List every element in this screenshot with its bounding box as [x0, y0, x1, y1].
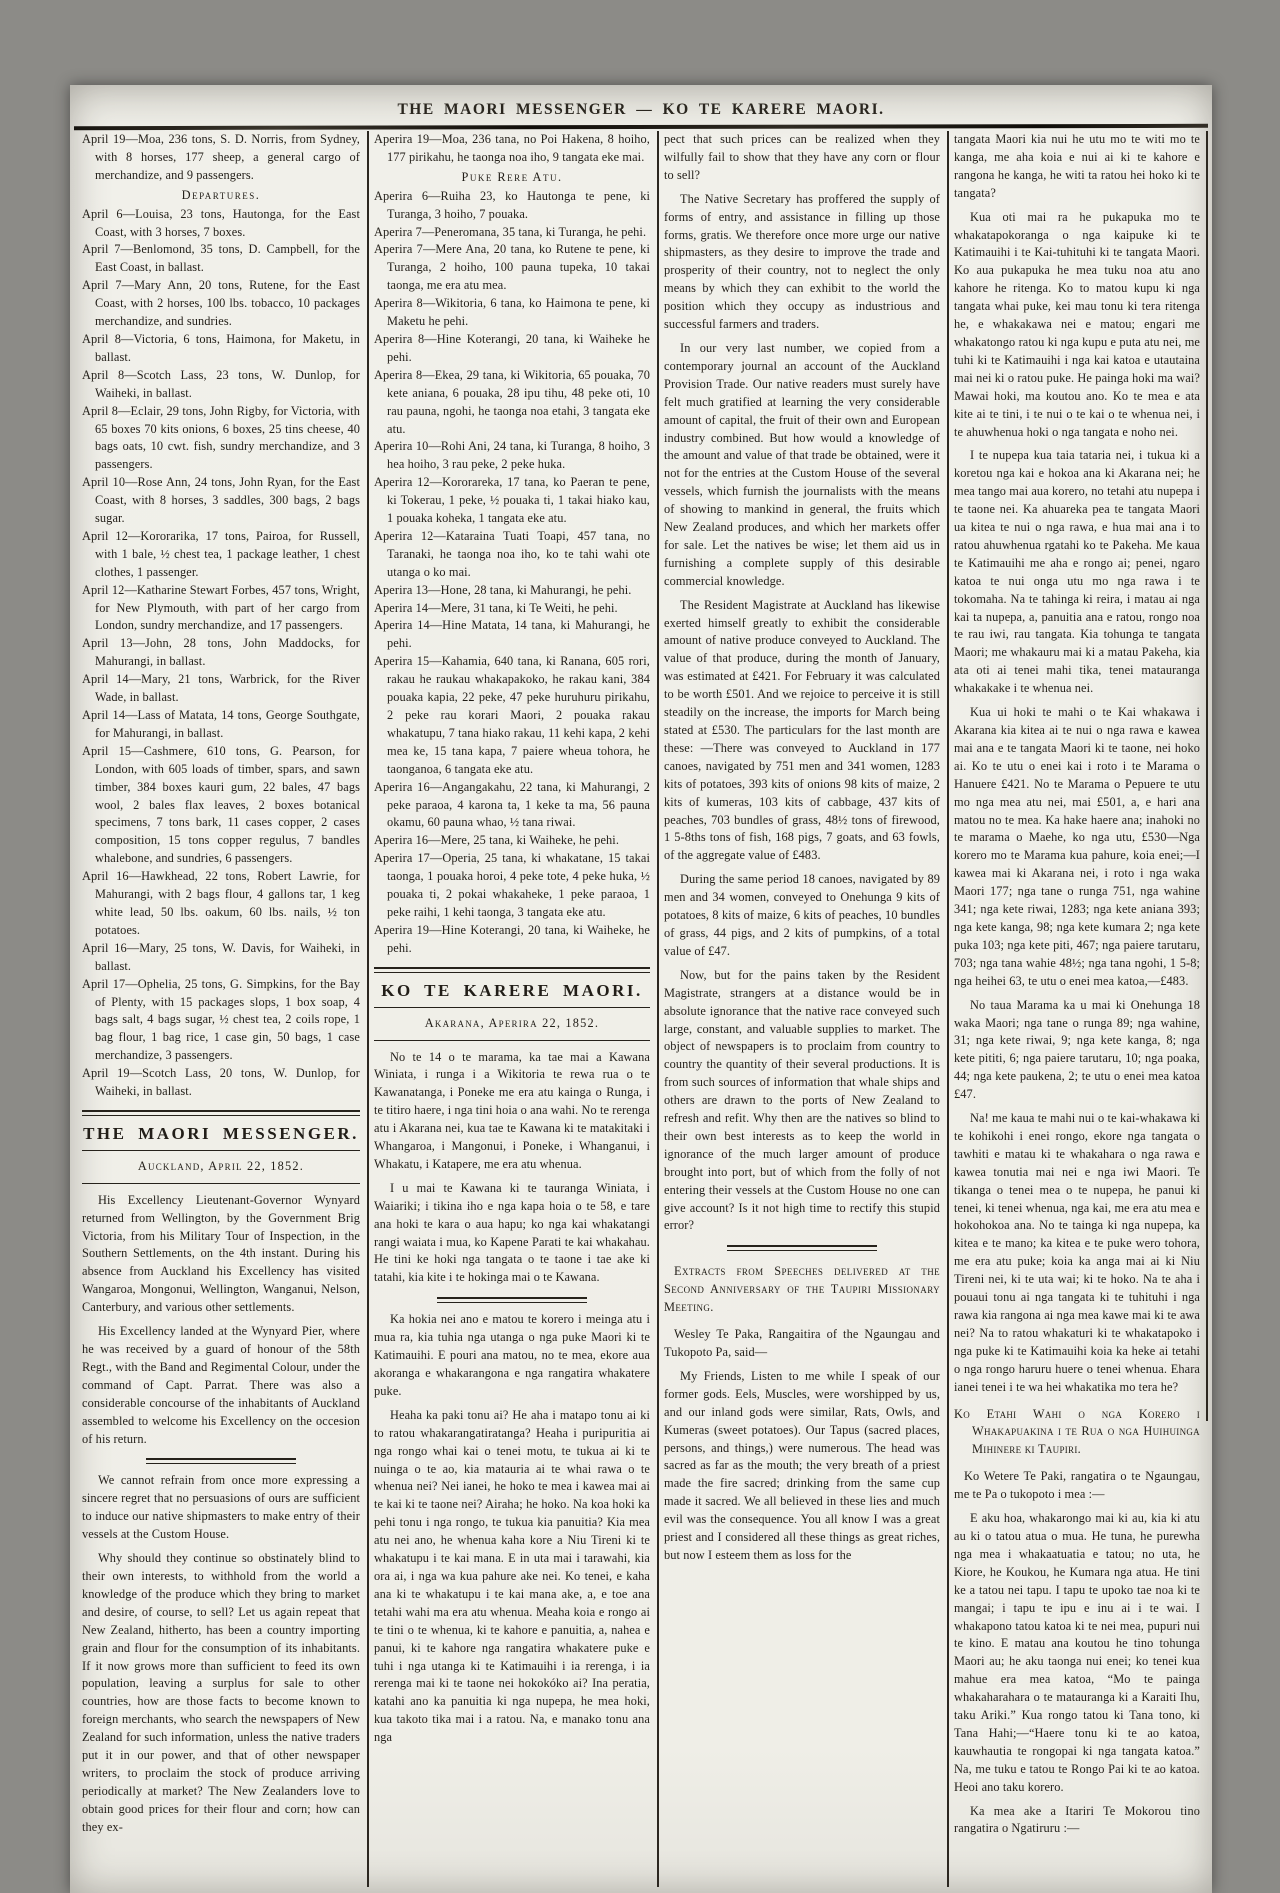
ship-entry: Aperira 15—Kahamia, 640 tana, ki Ranana, 605 rori, rakau he raukau whakapakoko, he rakau kani, 384 pouaka kapia, 22 peke, 47 peke huruhuru pirikahu, 2 peke rau korari Maori, 2 pouaka rakau whakatupu, 7 tana hiako rakau, 11 kehi kapa, 2 kehi mea ke, 15 tana kapa, 7 paiere wheua tohora, he taonganoa, 6 tangata eke atu.: [374, 654, 650, 776]
article-paragraph: E aku hoa, whakarongo mai ki au, kia ki atu au ki o tatou atua o mua. He tuna, he purewha nga mea i whakaatuatia e tatou; no uta, he Kiore, he Koukou, he Kumara nga atua. He tini ke a tatou nei tapu. I tapu te upoko tae noa ki te mangai; i tapu te ipu e inu ai i te wai. I whakapono tatou katoa ki te nei mea, pupuri nui te kino. E matau ana koutou he tino tohunga Maori au; he aku taonga nui enei; ko tenei kua mahue era mea katoa, “Mo te painga whakaharahara o te matauranga ki a Karaiti Ihu, taku Ariki.” Kua rongo tatou ki Tana tono, ki Tana Hahi;—“Haere tonu ki te ao katoa, kauwhautia te rongopai ki nga tangata katoa.” Na, me tuku e tatou te Rongo Pai ki te ao katoa. Heoi ano taku korero.: [954, 1511, 1200, 1794]
article-paragraph: pect that such prices can be realized when they wilfully fail to show that they have any corn or flour to sell?: [664, 132, 940, 182]
ship-entry: April 7—Benlomond, 35 tons, D. Campbell, for the East Coast, in ballast.: [82, 242, 360, 275]
article-paragraph: We cannot refrain from once more expressing a sincere regret that no persuasions of ours are sufficient to induce our native shipmasters to make entry of their vessels at the Custom House.: [82, 1473, 360, 1542]
article-paragraph: The Resident Magistrate at Auckland has likewise exerted himself greatly to exhibit the considerable amount of native produce conveyed to Auckland. The value of that produce, during the month of January, was estimated at £421. For February it was calculated to be worth £501. And we rejoice to perceive it is still steadily on the increase, the imports for March being stated at £530. The particulars for the last month are these: —There was conveyed to Auckland in 177 canoes, navigated by 751 men and 341 women, 1283 kits of potatoes, 393 kits of onions 98 kits of maize, 2 kits of kumeras, 103 kits of cabbage, 437 kits of peaches, 703 bundles of grass, 48½ tons of firewood, 1 5-8ths tons of fish, 168 pigs, 7 goats, and 63 fowls, of the aggregate value of £483.: [664, 597, 940, 863]
ship-entry: Aperira 16—Angangakahu, 22 tana, ki Mahurangi, 2 peke paraoa, 4 karona ta, 1 keke ta ma, 56 pauna okamu, 60 pauna whao, ½ tana riwai.: [374, 779, 650, 830]
speaker-paragraph: Ko Wetere Te Paki, rangatira o te Ngaungau, me te Pa o tukopoto i mea :—: [954, 1469, 1200, 1502]
ship-entry: Aperira 10—Rohi Ani, 24 tana, ki Turanga, 8 hoiho, 3 hea hoiho, 3 rau peke, 2 peke huka.: [374, 439, 650, 472]
ship-entry: April 8—Scotch Lass, 23 tons, W. Dunlop, for Waiheki, in ballast.: [82, 367, 360, 400]
article-paragraph: Na! me kaua te mahi nui o te kai-whakawa ki te kohikohi i enei rongo, ekore nga tangata o tawhiti e matau ki te whakahara o nga rawa e kawea tonutia mai nei e nga iwi Maori. Te tikanga o tenei mea o te nupepa, he panui ki tenei, ki tenei whenua, nga kai, me era atu mea e hokohokoa ana. No te tainga ki nga nupepa, ka kitea e te mano; ka kitea e te puke wero tohora, me era atu puke; koia ka anga mai ai ki Niu Tireni nei, ki te uta wai; ki te hoko. Na te aha i pouaui tonu ai nga tangata ki te tuhituhi i nga rawa kia rangona ai nga mea kawe mai ki te awa nei? Na to ratou whakaturi ki te whakatapoko i nga puke ki te Katimauihi koia ka heke ai tetahi o nga rongo haruru huere o tenei whenua. Ehara ianei tenei i te wa hei whakatika mo tera he?: [954, 1111, 1200, 1394]
rule-divider: [374, 1007, 650, 1008]
article-paragraph: His Excellency landed at the Wynyard Pier, where he was received by a guard of honour of the 58th Regt., with the Band and Regimental Colour, under the command of Capt. Parrat. There was also a considerable concourse of the inhabitants of Auckland assembled to welcome his Excellency on the occesion of his return.: [82, 1324, 360, 1446]
ship-entry: April 17—Ophelia, 25 tons, G. Simpkins, for the Bay of Plenty, with 15 packages slops, 1 box soap, 4 bags salt, 4 bags sugar, ½ chest tea, 2 coils rope, 1 bag flour, 1 bag rice, 1 case gin, 50 bags, 1 case merchandize, 3 passengers.: [82, 976, 360, 1063]
ship-entry: April 8—Victoria, 6 tons, Haimona, for Maketu, in ballast.: [82, 331, 360, 364]
ship-entry: April 12—Kororarika, 17 tons, Pairoa, for Russell, with 1 bale, ½ chest tea, 1 package leather, 1 chest clothes, 1 passenger.: [82, 528, 360, 579]
article-paragraph: His Excellency Lieutenant-Governor Wynyard returned from Wellington, by the Government Brig Victoria, from his Military Tour of Inspection, in the Southern Settlements, on the 4th instant. During his absence from Auckland his Excellency has visited Wangaroa, Mongonui, Wellington, Wanganui, Nelson, Canterbury, and various other settlements.: [82, 1192, 360, 1315]
column-rule: [367, 131, 369, 1887]
speeches-heading: Extracts from Speeches delivered at the Second Anniversary of the Taupiri Missionary Meeting.: [664, 1264, 940, 1315]
masthead-title: THE MAORI MESSENGER — KO TE KARERE MAORI.: [397, 101, 885, 118]
ship-entry: Aperira 16—Mere, 25 tana, ki Waiheke, he pehi.: [374, 833, 620, 848]
rule-divider: [374, 1040, 650, 1041]
ship-entry: April 13—John, 28 tons, John Maddocks, for Mahurangi, in ballast.: [82, 636, 360, 669]
ship-entry: April 8—Eclair, 29 tons, John Rigby, for Victoria, with 65 boxes 70 kits onions, 6 boxes, 25 tins cheese, 40 bags oats, 10 cwt. fish, sundry merchandize, and 3 passengers.: [82, 403, 360, 472]
ship-entry: April 7—Mary Ann, 20 tons, Rutene, for the East Coast, with 2 horses, 100 lbs. tobacco, 10 packages merchandize, and sundries.: [82, 278, 360, 329]
ship-entry: Aperira 12—Kororareka, 17 tana, ko Paeran te pene, ki Tokerau, 1 peke, ½ pouaka ti, 1 takai hiako kau, 1 pouaka koheka, 1 tangata eke atu.: [374, 475, 650, 526]
column-rule: [1206, 131, 1208, 1421]
article-paragraph: No te 14 o te marama, ka tae mai a Kawana Winiata, i runga i a Wikitoria te rewa rua o te Kawanatanga, i Poneke me era atu kainga o Runga, i te titiro haere, i nga tini hoia o ana wahi. No te rerenga atu i Akarana nei, kua tae te Kawana ki te matakitaki i Whangaroa, i Mangonui, i Poneke, i Whanganui, i Whakatu, i Katapere, me era atu whenua.: [374, 1049, 650, 1171]
rule-divider: [82, 1150, 360, 1151]
article-paragraph: My Friends, Listen to me while I speak of our former gods. Eels, Muscles, were worshipped by us, and our inland gods were similar, Rats, Owls, and Kumeras (sweet potatoes). Our Tapus (sacred places, persons, and things,) were numerous. The head was sacred as far as the mouth; the very breath of a priest made the fire sacred; drinking from the same cup made it sacred. We all believed in these lies and much evil was the consequence. You all know I was a great priest and I considered all these things as great riches, but now I esteem them as loss for the: [664, 1368, 940, 1562]
ship-entry: April 14—Lass of Matata, 14 tons, George Southgate, for Mahurangi, in ballast.: [82, 708, 360, 740]
ship-entry: Aperira 12—Kataraina Tuati Toapi, 457 tana, no Taranaki, he taonga noa iho, ko te tahi wahi ote utanga o ko mai.: [374, 528, 650, 579]
article-paragraph: I te nupepa kua taia tataria nei, i tukua ki a koretou nga kai e hokoa ana ki Akarana nei; he mea tango mai aua korero, no tetahi atu nupepa i te taone nei. Ka ahuareka pea te tangata Maori ua kitea te nui o nga rawa, e hua mai ana i to ratou ahuwhenua rgatahi ko te Pakeha. Me kaua te Katimauihi me aha e rongo ai; penei, ngaro katoa te nui onga utu mo nga rawa i te tokomaha. Na te tahinga ki reira, i matau ai nga kai ta nupepa, a, panuitia ana e ratou, rongo noa te rau iwi, rau tangata. Kia tohunga te tangata Maori; me whakauru mai ki a matau Pakeha, kia ata oti ai tenei mahi tika, tenei matauranga whakakake i te whenua nei.: [954, 448, 1200, 696]
rule-divider: [146, 1458, 296, 1464]
ship-entry: Aperira 6—Ruiha 23, ko Hautonga te pene, ki Turanga, 3 hoiho, 7 pouaka.: [374, 188, 650, 221]
list-subheading: Puke Rere Atu.: [461, 169, 563, 184]
column-4: [954, 131, 1200, 1838]
dateline: Auckland, April 22, 1852.: [137, 1158, 305, 1173]
column-2: [374, 131, 650, 1747]
column-rule: [657, 131, 659, 1887]
article-paragraph: No taua Marama ka u mai ki Onehunga 18 waka Maori; nga tane o runga 89; nga wahine, 31; nga kete riwai, 9; nga kete kanga, 8; nga kete pititi, 6; nga paiere tarutaru, 10; nga poaka, 44; nga kete paukena, 2; te utu o enei mea katoa £47.: [954, 997, 1200, 1102]
list-subheading: Departures.: [181, 187, 261, 202]
rule-divider: [82, 1183, 360, 1184]
article-paragraph: Kua oti mai ra he pukapuka mo te whakatapokoranga o nga kaipuke ki te Katimauihi i te Kai-tuhituhi ki te tangata Maori. Ko aua pukapuka he mea tuku noa atu ano kahore he ritenga. Ko to matou kupu ki nga tangata whai puke, kei mau tonu ki tera ritenga he, e whakakawa nei e matou; engari me whakatongo ratou ki nga kupu e puta atu nei, me tuhi ki te Katimauihi i nga kai katoa e utautaina mai nei ki o ratou puke. He painga hoki ma wai? Mawai hoki, ma koutou ano. Ko te mea e ata kite ai te tini, i te nui o te kai o te whenua nei, i te ahuwhenua hoki o nga tangata e noho nei.: [954, 209, 1200, 439]
ship-entry: April 16—Hawkhead, 22 tons, Robert Lawrie, for Mahurangi, with 2 bags flour, 4 gallons tar, 1 keg white lead, 50 lbs. oakum, 60 lbs. nails, ½ ton potatoes.: [82, 869, 360, 937]
column-3: [664, 131, 940, 1565]
newspaper-page: [70, 85, 1212, 1893]
ship-entry: April 16—Mary, 25 tons, W. Davis, for Waiheki, in ballast.: [82, 940, 360, 973]
article-paragraph: I u mai te Kawana ki te tauranga Winiata, i Waiariki; i tikina iho e nga kapa hoia o te 58, e tare ana hoki te kara o aua hapu; ko nga kai whakatangi rangi waiata i mua, ko Kapene Parati te kai whakahau. He tini ke hoki nga tangata o te taone i tae ake ki tatahi, kia kite i te hokinga mai o te Kawana.: [374, 1180, 650, 1285]
article-paragraph: Kua ui hoki te mahi o te Kai whakawa i Akarana kia kitea ai te nui o nga rawa e kawea mai ana e te tangata Maori ki te taone, nei hoko ai. Ko te utu o enei kai i roto i te Marama o Hanuere £421. No te Marama o Pepuere te utu mo nga mea atu nei, mai £501, a, e hari ana matou no te mea. Ka hake haere ana; inahoki no te marama o Maehe, ko nga utu, £530—Nga korero mo te Marama kua pahure, koia enei;—I kawea mai ki Akarana nei, i roto i nga waka Maori 177; nga tane o runga 751, nga wahine 341; nga kete riwai, 1283; nga kete aniana 393; nga kete kanga, 98; nga kete kumara 2; nga kete puka 103; nga kete piti, 467; nga paiere tarutaru, 703; nga tana wahie 48½; nga tana ngohi, 1 5-8; nga heihei 63, te utu o enei mea katoa,—£483.: [954, 705, 1200, 988]
column-rule: [947, 131, 949, 1887]
masthead-rule: [74, 124, 1208, 130]
maori-section-heading: Ko Etahi Wahi o nga Korero i Whakapuakina i te Rua o nga Huihuinga Mihinere ki Taupiri.: [954, 1406, 1200, 1457]
ship-entry: Aperira 8—Wikitoria, 6 tana, ko Haimona te pene, ki Maketu he pehi.: [374, 296, 650, 329]
ship-entry: Aperira 14—Mere, 31 tana, ki Te Weiti, he pehi.: [374, 600, 618, 615]
ship-entry: April 12—Katharine Stewart Forbes, 457 tons, Wright, for New Plymouth, with part of her cargo from London, sundry merchandize, and 17 passengers.: [82, 582, 360, 633]
ship-entry: Aperira 19—Moa, 236 tana, no Poi Hakena, 8 hoiho, 177 pirikahu, he taonga noa iho, 9 tangata eke mai.: [374, 132, 650, 164]
article-paragraph: tangata Maori kia nui he utu mo te witi mo te kanga, me aha koia e nui ai ki te kahore e rangona he kanga, he witi ta ratou hei hoko ki te tangata?: [954, 132, 1200, 200]
rule-divider: [437, 1297, 587, 1303]
article-paragraph: During the same period 18 canoes, navigated by 89 men and 34 women, conveyed to Onehunga 9 kits of potatoes, 8 kits of maize, 6 kits of peaches, 10 bundles of grass, 44 pigs, and 2 kits of pumpkins, of a total value of £47.: [664, 872, 940, 958]
ship-entry: April 6—Louisa, 23 tons, Hautonga, for the East Coast, with 3 horses, 7 boxes.: [82, 206, 360, 239]
article-paragraph: Ka hokia nei ano e matou te korero i meinga atu i mua ra, kia tuhia nga utanga o nga puke Maori ki te Katimauihi. E pouri ana matou, no te mea, ekore aua akoranga e whakarangona e nga rangatira whakatere puke.: [374, 1312, 650, 1398]
article-paragraph: Now, but for the pains taken by the Resident Magistrate, strangers at a distance would be in absolute ignorance that the native race conveyed such large, constant, and valuable supplies to market. The object of newspapers is to proclaim from country to country the quantity of their several productions. It is from such sources of information that whale ships and others are drawn to the ports of New Zealand to refresh and refit. Why then are the natives so blind to their own best interests as to keep the world in ignorance of the much larger amount of produce brought into port, but of which from the folly of not entering their vessels at the Custom House no one can give account? Is it not high time to rectify this stupid error?: [664, 967, 940, 1233]
ship-entry: Aperira 8—Hine Koterangi, 20 tana, ki Waiheke he pehi.: [374, 331, 650, 364]
ship-entry: April 19—Scotch Lass, 20 tons, W. Dunlop, for Waiheki, in ballast.: [82, 1066, 360, 1099]
dateline: Akarana, Aperira 22, 1852.: [424, 1015, 600, 1030]
ship-entry: Aperira 7—Peneromana, 35 tana, ki Turanga, he pehi.: [374, 224, 647, 239]
ship-entry: Aperira 13—Hone, 28 tana, ki Mahurangi, he pehi.: [374, 582, 632, 597]
ship-entry: Aperira 8—Ekea, 29 tana, ki Wikitoria, 65 pouaka, 70 kete aniana, 6 pouaka, 28 ipu tihu, 48 peke oti, 10 rau pauna, ngohi, he taonga noa etahi, 3 tangata eke atu.: [374, 367, 650, 436]
ship-entry: Aperira 14—Hine Matata, 14 tana, ki Mahurangi, he pehi.: [374, 618, 650, 651]
rule-divider: [727, 1245, 877, 1251]
ship-entry: Aperira 17—Operia, 25 tana, ki whakatane, 15 takai taonga, 1 pouaka horoi, 4 peke tote, 4 peke huka, ½ pouaka ti, 2 pokai whakaheke, 1 peke paraoa, 1 peke raihi, 1 kehi taonga, 3 tangata eke atu.: [374, 851, 650, 919]
section-title: THE MAORI MESSENGER.: [83, 1123, 359, 1143]
column-1: [82, 131, 360, 1837]
ship-entry: April 14—Mary, 21 tons, Warbrick, for the River Wade, in ballast.: [82, 672, 360, 705]
ship-entry: Aperira 19—Hine Koterangi, 20 tana, ki Waiheke, he pehi.: [374, 922, 650, 955]
article-paragraph: The Native Secretary has proffered the supply of forms of entry, and assistance in filling up those forms, gratis. We therefore once more urge our native shipmasters, as they desire to improve the trade and prosperity of their country, not to neglect the only means by which they can exhibit to the world the position which they occupy as industrious and successful farmers and traders.: [664, 191, 940, 332]
article-paragraph: Ka mea ake a Itariri Te Mokorou tino rangatira o Ngatiruru :—: [954, 1803, 1200, 1836]
speaker-paragraph: Wesley Te Paka, Rangaitira of the Ngaungau and Tukopoto Pa, said—: [664, 1327, 940, 1359]
article-paragraph: Heaha ka paki tonu ai? He aha i matapo tonu ai ki to ratou whakarangatiratanga? Heaha i puripuritia ai nga rongo whai kai o tenei motu, te tukua ai ki te nuinga o te ao, kia matauria ai te whai rawa o te whenua nei? Nei ianei, he hoko te mea i kawea mai ai te kai ki te taone nei? Airaha; he hoko. Na koa hoki ka pehi tonu i nga rongo, te tukua kia panuitia? Kia mea atu nei ano, he whenua kaha kore a Niu Tireni ki te whakatupu i te kai mana. E in uta mai i tarawahi, kia ora ai, i nga wa kua pahure ake nei. Ko tenei, e kaha ana ki te whakatupu i te kai mana ake, a, e toe ana tetahi wahi ma era atu whenua. Meaha koia e rongo ai te tini o te whenua, ki te kahore e panuitia, a, nahea e panui, ki te kahore nga rangatira whakatere puke e tuhi i nga utanga ki te Katimauihi i ia rerenga, i ia rerenga mai ki te taone nei hokokóko ai? Ina peratia, katahi ano ka panuitia ki nga nupepa, he mea hoki, kua takoto tika mai i a ratou. Na, e manako tonu ana nga: [374, 1407, 650, 1745]
section-title: KO TE KARERE MAORI.: [381, 980, 643, 1000]
ship-entry: April 10—Rose Ann, 24 tons, John Ryan, for the East Coast, with 8 horses, 3 saddles, 300 bags, 2 bags sugar.: [82, 475, 360, 526]
ship-entry: April 15—Cashmere, 610 tons, G. Pearson, for London, with 605 loads of timber, spars, and sawn timber, 384 boxes kauri gum, 22 bales, 47 bags wool, 2 bales flax leaves, 2 boxes botanical specimens, 7 tons bark, 11 cases copper, 2 cases composition, 15 tons copper regulus, 7 bandles whalebone, and sundries, 6 passengers.: [82, 743, 360, 866]
ship-entry: April 19—Moa, 236 tons, S. D. Norris, from Sydney, with 8 horses, 177 sheep, a general cargo of merchandize, and 9 passengers.: [82, 132, 360, 182]
ship-entry: Aperira 7—Mere Ana, 20 tana, ko Rutene te pene, ki Turanga, 2 hoiho, 100 pauna tupeka, 10 takai taonga, me era atu mea.: [374, 242, 650, 293]
article-paragraph: Why should they continue so obstinately blind to their own interests, to withhold from the world a knowledge of the produce which they bring to market and desire, of course, to sell? Let us again repeat that New Zealand, hitherto, has been a country importing grain and flour for the consumption of its inhabitants. If it now grows more than sufficient to feed its own population, leaving a surplus for sale to other countries, how are those facts to become known to foreign merchants, who search the newspapers of New Zealand for such information, unless the native traders put it in our power, and that of other newspaper writers, to proclaim the stock of produce arriving periodically at market? The New Zealanders love to obtain good prices for their flour and corn; how can they ex-: [82, 1551, 360, 1834]
article-paragraph: In our very last number, we copied from a contemporary journal an account of the Auckland Provision Trade. Our native readers must surely have felt much gratified at learning the very considerable amount of capital, the fruit of their own and European industry combined. But how would a knowledge of the amount and value of that trade be obtained, were it not for the entries at the Custom House of the several vessels, which furnish the journalists with the means of showing to mankind in general, the fruits which New Zealand produces, and which her markets offer for sale. Let the natives be wise; let them aid us in furnishing a complete supply of this desirable commercial knowledge.: [664, 340, 940, 588]
